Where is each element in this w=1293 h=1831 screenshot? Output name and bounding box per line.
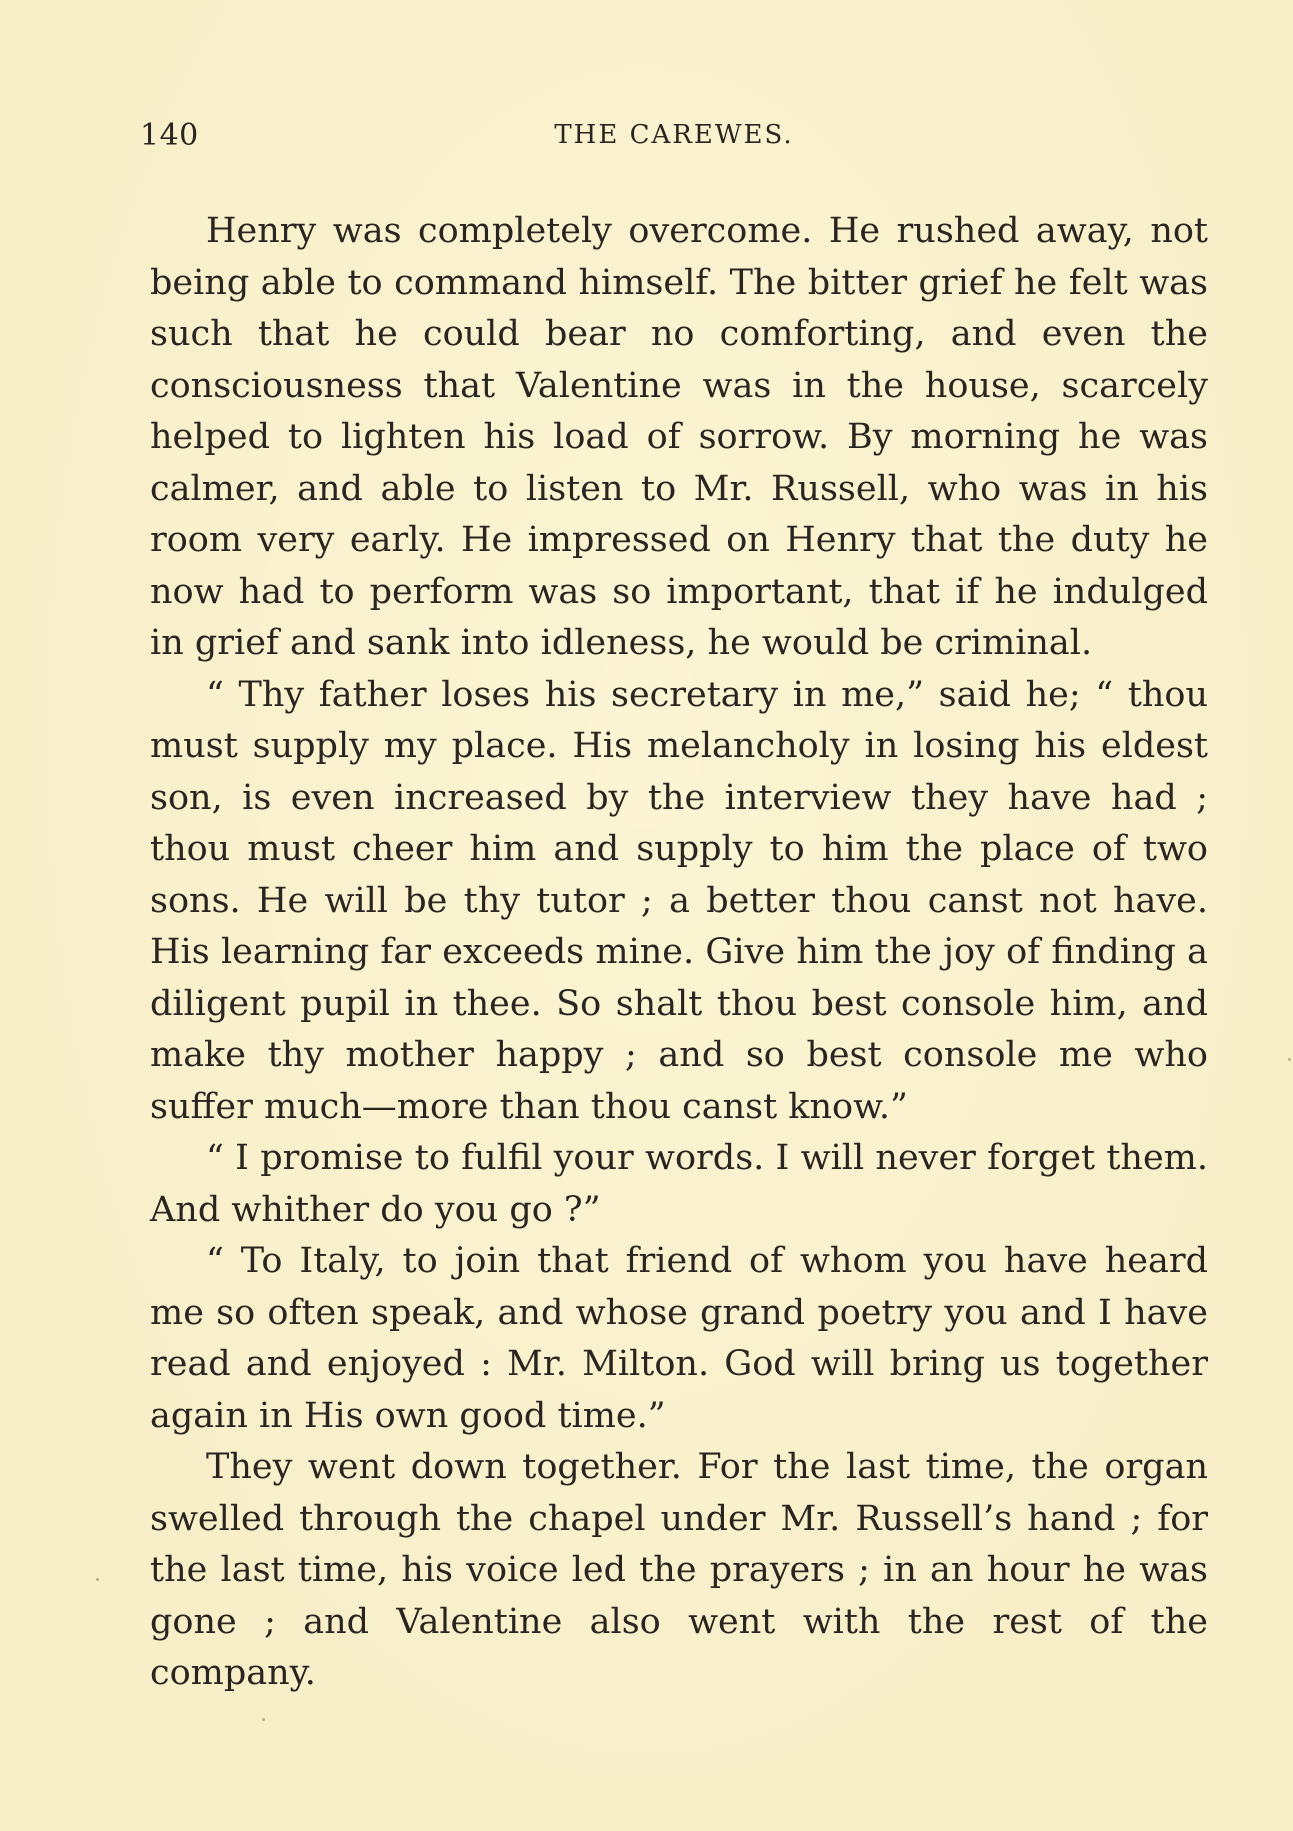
paper-speck <box>1288 1058 1291 1061</box>
paper-speck <box>96 1578 99 1581</box>
page-number: 140 <box>140 118 199 153</box>
paragraph-departure: They went down together. For the last time, the organ swelled through the chapel under Mr. Russell’s hand ; for the last time, his voice led the prayers ; in an hour he was gone ; and Valentine also went with the rest of the company. <box>150 1447 1208 1693</box>
paragraph-henry-overcome: Henry was completely overcome. He rushed away, not being able to command himself. The bitter grief he felt was such that he could bear no comforting, and even the consciousness that Valentine was in the house, scarcely helped to lighten his load of sorrow. By morning he was calmer, and able to listen to Mr. Russell, who was in his room very early. He impressed on Henry that the duty he now had to perform was so important, that if he indulged in grief and sank into idleness, he would be criminal. <box>150 211 1208 663</box>
running-title: THE CAREWES. <box>554 120 794 150</box>
paragraph-henry-promise: “ I promise to fulfil your words. I will never forget them. And whither do you go ?” <box>150 1138 1208 1230</box>
paragraph-russell-speech: “ Thy father loses his secretary in me,” said he; “ thou must supply my place. His melancholy in losing his eldest son, is even increased by the interview they have had ; thou must cheer him and supply to him the place of two sons. He will be thy tutor ; a better thou canst not have. His learning far exceeds mine. Give him the joy of finding a diligent pupil in thee. So shalt thou best console him, and make thy mother happy ; and so best console me who suffer much—more than thou canst know.” <box>150 674 1208 1127</box>
paragraph-russell-italy: “ To Italy, to join that friend of whom you have heard me so often speak, and whose grand poetry you and I have read and enjoyed : Mr. Milton. God will bring us together again in His own good time.” <box>150 1241 1208 1436</box>
running-head <box>140 118 1208 158</box>
paper-speck <box>262 1718 265 1721</box>
text-body <box>150 206 1208 1700</box>
